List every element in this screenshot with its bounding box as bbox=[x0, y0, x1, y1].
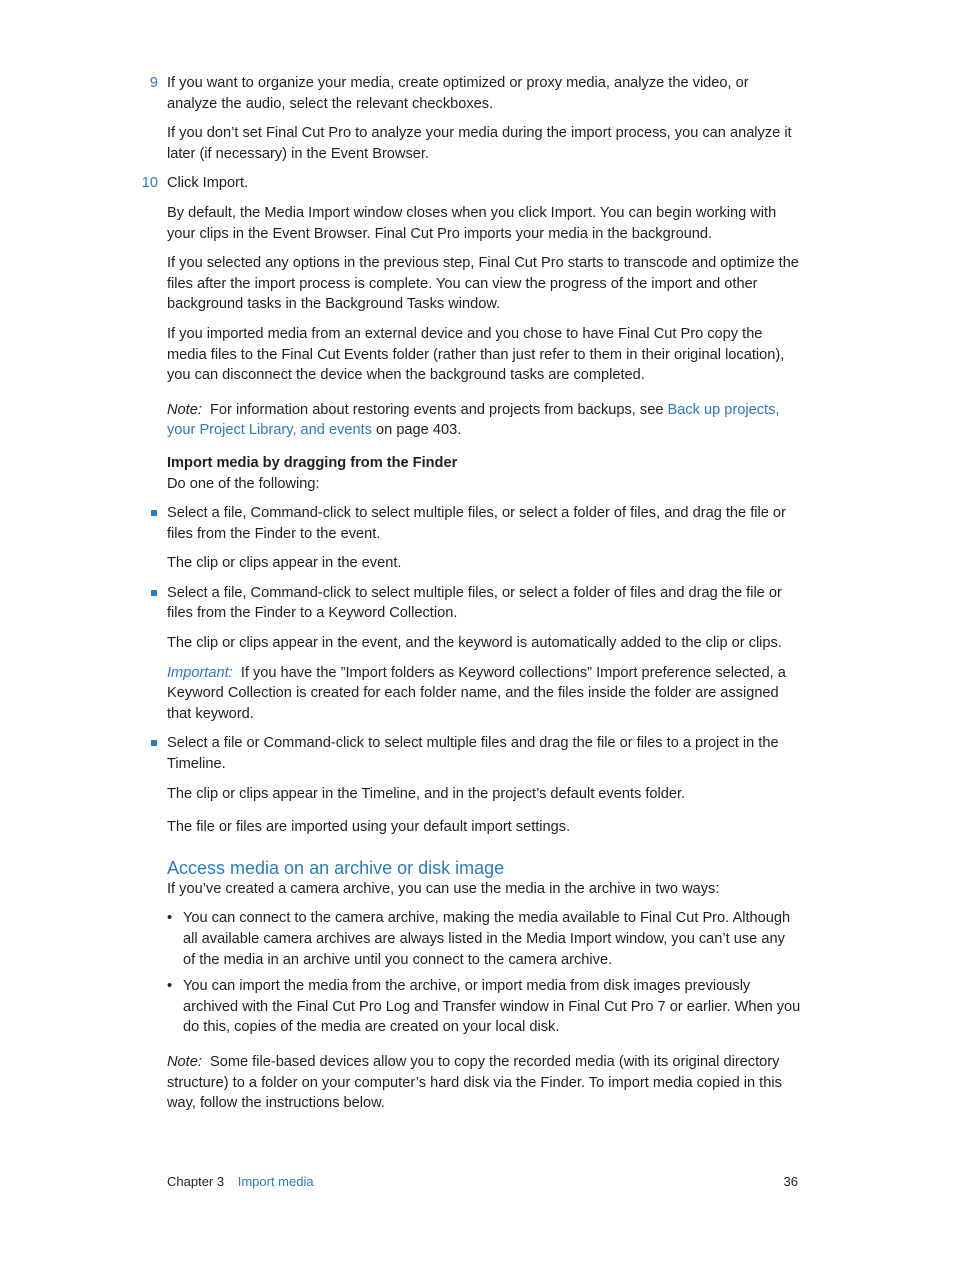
list-item bbox=[167, 583, 801, 624]
step-9 bbox=[149, 73, 801, 114]
list-item-text: Select a file, Command-click to select multiple files, or select a folder of files, and drag the file or files from the Finder to the event. bbox=[167, 505, 786, 542]
list-item-result: The clip or clips appear in the event, and the keyword is automatically added to the clip or clips. bbox=[167, 635, 782, 652]
important-label: Important: bbox=[167, 664, 233, 681]
list-item bbox=[167, 733, 801, 774]
step-9-paragraph: If you don’t set Final Cut Pro to analyze your media during the import process, you can analyze it later (if necessary) in the Event Browser. bbox=[167, 125, 792, 162]
chapter-label: Chapter 3 bbox=[167, 1174, 225, 1189]
note-restore bbox=[167, 400, 801, 441]
note-label: Note: bbox=[167, 401, 202, 418]
note-file-based bbox=[167, 1052, 801, 1114]
step-10 bbox=[141, 173, 801, 194]
section-intro: If you’ve created a camera archive, you can use the media in the archive in two ways: bbox=[167, 880, 720, 897]
step-number: 9 bbox=[149, 75, 158, 91]
import-settings-text: The file or files are imported using your default import settings. bbox=[167, 819, 571, 836]
list-item-text: Select a file, Command-click to select multiple files, or select a folder of files and drag the file or files from the Finder to a Keyword Collection. bbox=[167, 584, 782, 622]
backup-projects-link[interactable]: Back up projects, your Project Library, and events bbox=[167, 401, 780, 439]
section-heading: Access media on an archive or disk image bbox=[167, 857, 505, 878]
step-number: 10 bbox=[141, 175, 158, 192]
bullet-text: You can import the media from the archive, or import media from disk images previously archived with the Final Cut Pro Log and Transfer window in Final Cut Pro 7 or earlier. When you do this, copies of the media are created on your local disk. bbox=[183, 978, 801, 1036]
bullet-item bbox=[167, 908, 801, 970]
note-text: For information about restoring events and projects from backups, see bbox=[210, 401, 664, 418]
list-item-text: Select a file or Command-click to select multiple files and drag the file or files to a project in the Timeline. bbox=[167, 735, 779, 773]
bullet-item bbox=[167, 976, 801, 1038]
step-10-paragraph: If you selected any options in the previous step, Final Cut Pro starts to transcode and optimize the files after the import process is complete. You can view the progress of the import and other background tasks in the Background Tasks window. bbox=[167, 255, 799, 313]
note-label: Note: bbox=[167, 1053, 202, 1070]
bullet-icon: • bbox=[167, 978, 173, 995]
step-text: Click Import. bbox=[167, 175, 249, 192]
page-footer bbox=[167, 1172, 798, 1193]
important-text: If you have the ”Import folders as Keyword collections” Import preference selected, a Keyword Collection is created for each folder name, and the files inside the folder are assigned that keyword. bbox=[167, 664, 786, 722]
square-bullet-icon bbox=[151, 590, 157, 596]
main-content bbox=[141, 73, 801, 1126]
chapter-link[interactable]: Import media bbox=[237, 1174, 314, 1189]
list-item-result: The clip or clips appear in the Timeline, and in the project’s default events folder. bbox=[167, 785, 686, 802]
list-item-result: The clip or clips appear in the event. bbox=[167, 555, 402, 572]
bullet-icon: • bbox=[167, 910, 173, 927]
task-title: Import media by dragging from the Finder bbox=[167, 454, 458, 471]
square-bullet-icon bbox=[151, 740, 157, 746]
page-number: 36 bbox=[783, 1174, 798, 1189]
list-item bbox=[167, 503, 801, 544]
step-text: If you want to organize your media, create optimized or proxy media, analyze the video, or analyze the audio, select the relevant checkboxes. bbox=[167, 75, 749, 112]
task-intro: Do one of the following: bbox=[167, 475, 320, 492]
note-text: Some file-based devices allow you to copy the recorded media (with its original directory structure) to a folder on your computer’s hard disk via the Finder. To import media copied in this way, follow the instructions below. bbox=[167, 1053, 782, 1112]
bullet-text: You can connect to the camera archive, making the media available to Final Cut Pro. Although all available camera archives are always listed in the Media Import window, you can’t use any of the media in an archive until you connect to the camera archive. bbox=[183, 910, 791, 968]
step-10-paragraph: By default, the Media Import window closes when you click Import. You can begin working with your clips in the Event Browser. Final Cut Pro imports your media in the background. bbox=[167, 204, 777, 242]
step-10-paragraph: If you imported media from an external device and you chose to have Final Cut Pro copy the media files to the Final Cut Events folder (rather than just refer to them in their original location), you can disconnect the device when the background tasks are completed. bbox=[167, 325, 785, 384]
important-note bbox=[167, 663, 801, 725]
note-page-ref: on page 403. bbox=[376, 422, 462, 439]
square-bullet-icon bbox=[151, 510, 157, 516]
